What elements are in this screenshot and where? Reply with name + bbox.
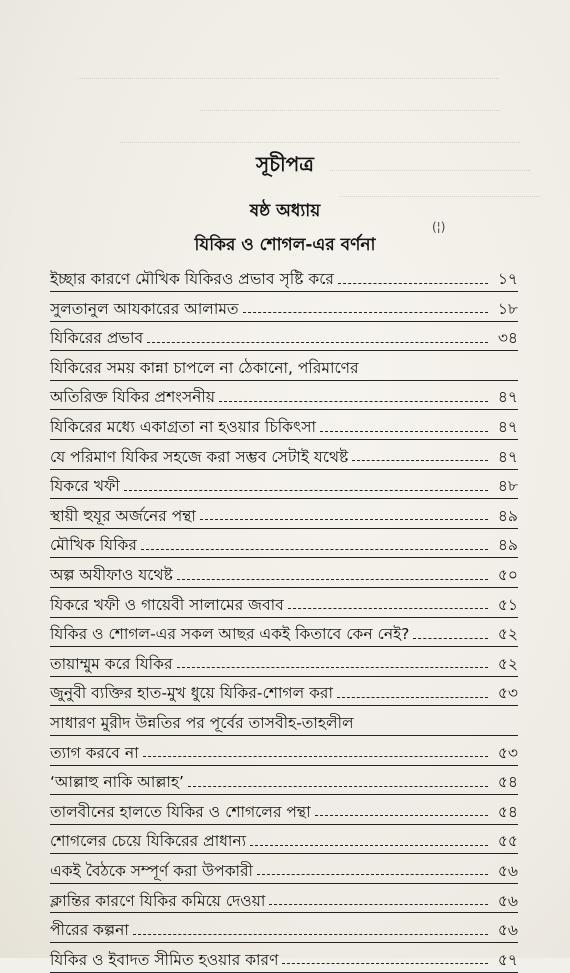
line-rule [50, 646, 518, 647]
line-rule [50, 321, 518, 322]
toc-entry [50, 262, 518, 292]
line-rule [50, 824, 518, 825]
line-rule [50, 853, 518, 854]
toc-entry [50, 676, 518, 706]
dot-leader [250, 845, 488, 846]
dot-leader [288, 608, 488, 609]
page-title: সূচীপত্র [256, 152, 314, 176]
dot-leader [413, 638, 488, 639]
line-rule [50, 705, 518, 706]
dot-leader [147, 342, 488, 343]
line-rule [50, 883, 518, 884]
toc-entry-title: সাধারণ মুরীদ উন্নতির পর পূর্বের তাসবীহ-তাহলীল [50, 714, 354, 732]
dot-leader [352, 460, 488, 461]
toc-entry-page: ৩৪ [497, 329, 518, 348]
toc-entry [50, 528, 518, 558]
toc-entry-page: ৪৭ [497, 418, 518, 437]
toc-entry [50, 795, 518, 825]
dot-leader [243, 312, 488, 313]
toc-entry [50, 469, 518, 499]
toc-entry-title: তায়াম্মুম করে যিকির [50, 654, 173, 673]
toc-entry-page: ৫২ [497, 654, 518, 673]
toc-entry [50, 410, 518, 440]
toc-entry-title: জুনুবী ব্যক্তির হাত-মুখ ধুয়ে যিকির-শোগল করা [50, 684, 333, 703]
line-rule [50, 469, 518, 470]
dot-leader [124, 490, 488, 491]
line-rule [50, 291, 518, 292]
line-rule [50, 409, 518, 410]
toc-entry [50, 440, 518, 470]
line-rule [50, 942, 518, 943]
dot-leader [338, 283, 488, 284]
toc-entry-title: অল্প অযীফাও যথেষ্ট [50, 566, 173, 585]
toc-entry-page: ৫৬ [497, 861, 518, 880]
dot-leader [200, 519, 488, 520]
line-rule [50, 439, 518, 440]
line-rule [50, 912, 518, 913]
toc-entry-page: ৪৮ [497, 477, 518, 496]
toc-entry-page: ৫৪ [497, 773, 518, 792]
dot-leader [315, 815, 488, 816]
dot-leader [141, 549, 488, 550]
toc-entry [50, 380, 518, 410]
toc-entry-title: যিকিরের সময় কান্না চাপলে না ঠেকানো, পরিমাণের [50, 358, 359, 377]
toc-entry [50, 321, 518, 351]
line-rule [50, 765, 518, 766]
toc-entry-page: ৫৩ [497, 684, 518, 703]
toc-entry-title: ত্যাগ করবে না [50, 743, 139, 762]
toc-entry [50, 588, 518, 618]
toc-entry [50, 351, 518, 381]
toc-entry-page: ১৭ [497, 270, 518, 289]
chapter-heading: ষষ্ঠ অধ্যায় [249, 201, 321, 221]
line-rule [50, 617, 518, 618]
toc-entry-page: ৫০ [497, 566, 518, 585]
toc-entry [50, 883, 518, 913]
toc-entry [50, 617, 518, 647]
dot-leader [177, 579, 488, 580]
line-rule [50, 794, 518, 795]
toc-entry [50, 736, 518, 766]
toc-entry-page: ৫৭ [497, 950, 518, 969]
toc-entry [50, 706, 518, 736]
toc-entry-page: ১৮ [497, 299, 518, 318]
toc-entry-title: ‘আল্লাহু নাকি আল্লাহ’ [50, 773, 184, 792]
line-rule [50, 557, 518, 558]
line-rule [50, 528, 518, 529]
dot-leader [337, 697, 488, 698]
line-rule [50, 350, 518, 351]
toc-entry-page: ৫৬ [497, 891, 518, 910]
toc-entry-page: ৫৪ [497, 802, 518, 821]
toc-entry-page: ৫১ [497, 595, 518, 614]
toc-entry-title: যিকির ও শোগল-এর সকল আছর একই কিতাবে কেন নেই? [50, 625, 410, 644]
toc-entry [50, 292, 518, 322]
toc-entry [50, 854, 518, 884]
toc-entry [50, 913, 518, 943]
dot-leader [219, 401, 488, 402]
toc-entry-page: ৫৬ [497, 921, 518, 940]
toc-entry-title: যিকরে খফী ও গায়েবী সালামের জবাব [50, 595, 284, 614]
chapter-subtitle: যিকির ও শোগল-এর বর্ণনা [194, 235, 376, 255]
toc-entry-title: মৌখিক যিকির [50, 536, 137, 555]
toc-entry-page: ৫২ [497, 625, 518, 644]
dot-leader [143, 756, 488, 757]
toc-entry-page: ৪৯ [497, 536, 518, 555]
toc-entry-title: একই বৈঠকে সম্পূর্ণ করা উপকারী [50, 861, 253, 880]
dot-leader [188, 786, 488, 787]
line-rule [50, 587, 518, 588]
toc-entry-page: ৪৭ [497, 388, 518, 407]
toc-entry [50, 499, 518, 529]
toc-entry-page: ৪৯ [497, 506, 518, 525]
dot-leader [177, 667, 489, 668]
dot-leader [257, 874, 488, 875]
toc-entry-title: যিকিরের প্রভাব [50, 329, 144, 348]
toc-entry [50, 943, 518, 973]
toc-entry-title: যিকরে খফী [50, 477, 120, 496]
toc-entry-title: যে পরিমাণ যিকির সহজে করা সম্ভব সেটাই যথেষ্ট [50, 447, 349, 466]
dot-leader [282, 963, 488, 964]
stray-mark: (¦) [432, 220, 446, 234]
toc-entry [50, 765, 518, 795]
dot-leader [269, 904, 488, 905]
toc-entry-title: যিকির ও ইবাদত সীমিত হওয়ার কারণ [50, 950, 279, 969]
toc-entry-title: শোগলের চেয়ে যিকিরের প্রাধান্য [50, 832, 247, 851]
toc-entry-page: ৫৫ [497, 832, 518, 851]
toc-entry-title: সুলতানুল আযকারের আলামত [50, 299, 239, 318]
dot-leader [320, 431, 488, 432]
toc-entry-title: ইচ্ছার কারণে মৌখিক যিকিরও প্রভাব সৃষ্টি করে [50, 270, 334, 289]
line-rule [50, 735, 518, 736]
toc-entry-page: ৪৭ [497, 447, 518, 466]
toc-entry-title: পীরের কল্পনা [50, 921, 129, 940]
toc-entry [50, 558, 518, 588]
toc-entry-page: ৫৩ [497, 743, 518, 762]
line-rule [50, 676, 518, 677]
toc-entry-title: ক্লান্তির কারণে যিকির কমিয়ে দেওয়া [50, 891, 266, 910]
dot-leader [133, 934, 488, 935]
toc-entry-title: যিকিরের মধ্যে একাগ্রতা না হওয়ার চিকিৎসা [50, 418, 316, 437]
toc-entry-title: তালবীনের হালতে যিকির ও শোগলের পন্থা [50, 802, 311, 821]
toc-entry [50, 824, 518, 854]
toc-entry-title: অতিরিক্ত যিকির প্রশংসনীয় [50, 388, 215, 407]
line-rule [50, 498, 518, 499]
toc-entry [50, 647, 518, 677]
toc-entry-title: স্থায়ী হুযূর অর্জনের পন্থা [50, 506, 196, 525]
line-rule [50, 380, 518, 381]
